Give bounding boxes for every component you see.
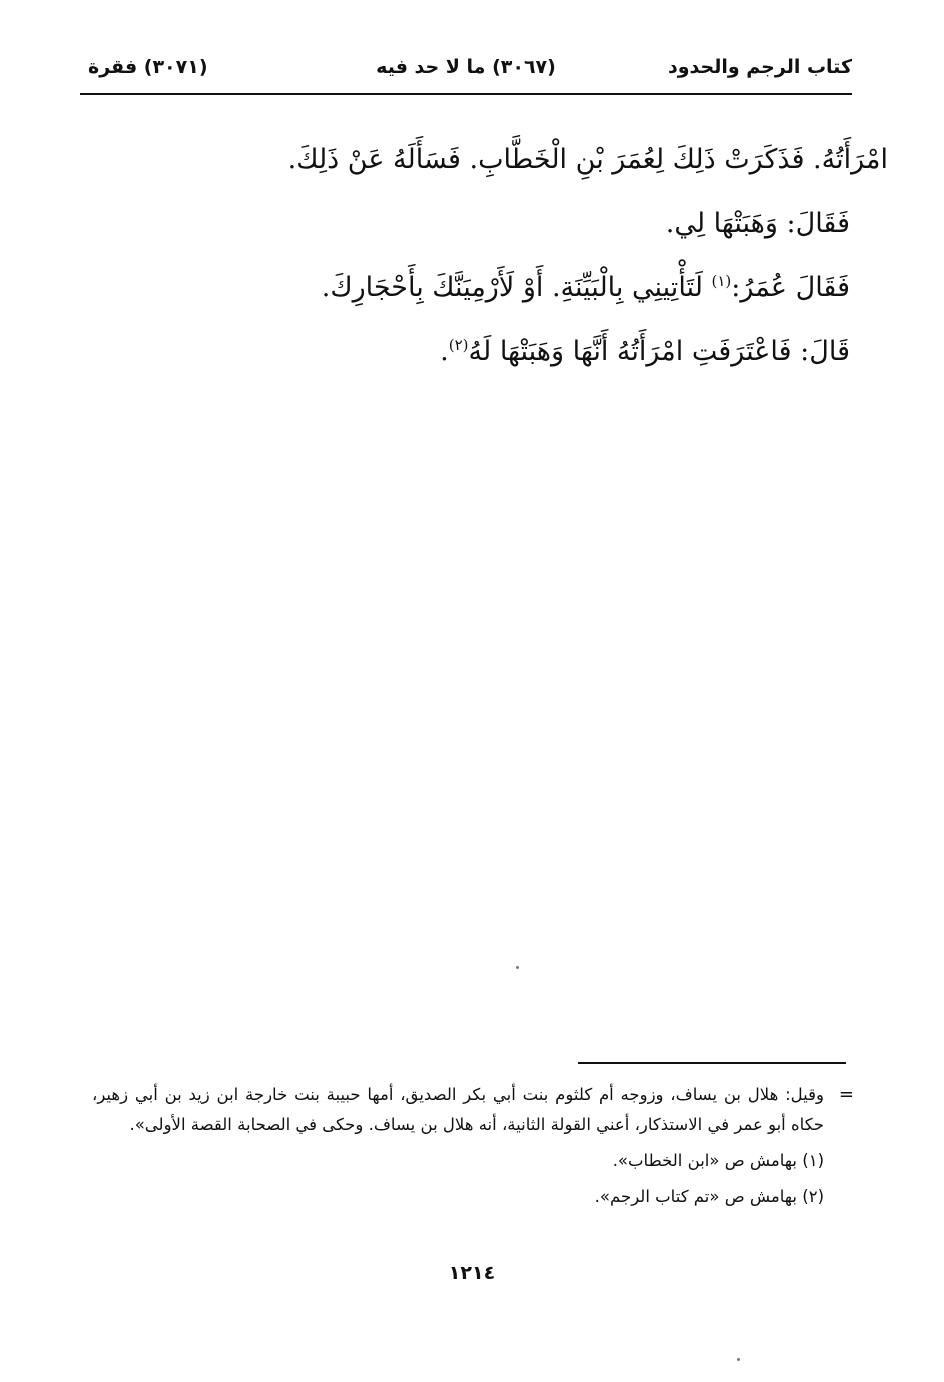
text-line-3-start: فَقَالَ عُمَرُ: [731,272,850,303]
header-chapter-title: (٣٠٦٧) ما لا حد فيه [376,56,556,78]
header-book-title: كتاب الرجم والحدود [667,56,852,78]
header-divider [80,93,852,95]
page-number: ١٢١٤ [448,1262,496,1284]
footnote-separator [578,1062,846,1064]
text-line-1: امْرَأَتُهُ. فَذَكَرَتْ ذَلِكَ لِعُمَرَ بْنِ الْخَطَّابِ. فَسَأَلَهُ عَنْ ذَلِكَ. [287,144,888,175]
header-paragraph-number: (٣٠٧١) فقرة [88,56,208,78]
scan-speck [737,1358,740,1361]
running-header [80,52,852,86]
footnote-ref-2: (٢) [448,336,469,354]
footnote-continued-mark: = [838,1084,854,1105]
main-text [250,128,888,384]
footnote-2: (٢) بهامش ص «تم كتاب الرجم». [594,1187,824,1206]
footnotes [92,1080,854,1212]
text-line-4 [250,320,850,384]
text-line-3 [250,256,850,320]
footnote-continued-text: وقيل: هلال بن يساف، وزوجه أم كلثوم بنت أبي بكر الصديق، أمها حبيبة بنت خارجة ابن زيد بن أبي زهير، حكاه أبو عمر في الاستذكار، أعني القولة الثانية، أنه هلال بن يساف. وحكى في الصحابة القصة الأولى». [92,1085,824,1134]
footnote-ref-1: (١) [711,272,732,290]
text-line-4-end: . [440,336,449,367]
text-line-4-start: قَالَ: فَاعْتَرَفَتِ امْرَأَتُهُ أَنَّهَا وَهَبَتْهَا لَهُ [468,336,850,367]
footnote-1: (١) بهامش ص «ابن الخطاب». [612,1151,824,1170]
text-line-2: فَقَالَ: وَهَبَتْهَا لِي. [665,208,850,239]
text-line-3-end: لَتَأْتِينِي بِالْبَيِّنَةِ. أَوْ لَأَرْمِيَنَّكَ بِأَحْجَارِكَ. [321,272,712,303]
scan-speck [516,966,519,969]
